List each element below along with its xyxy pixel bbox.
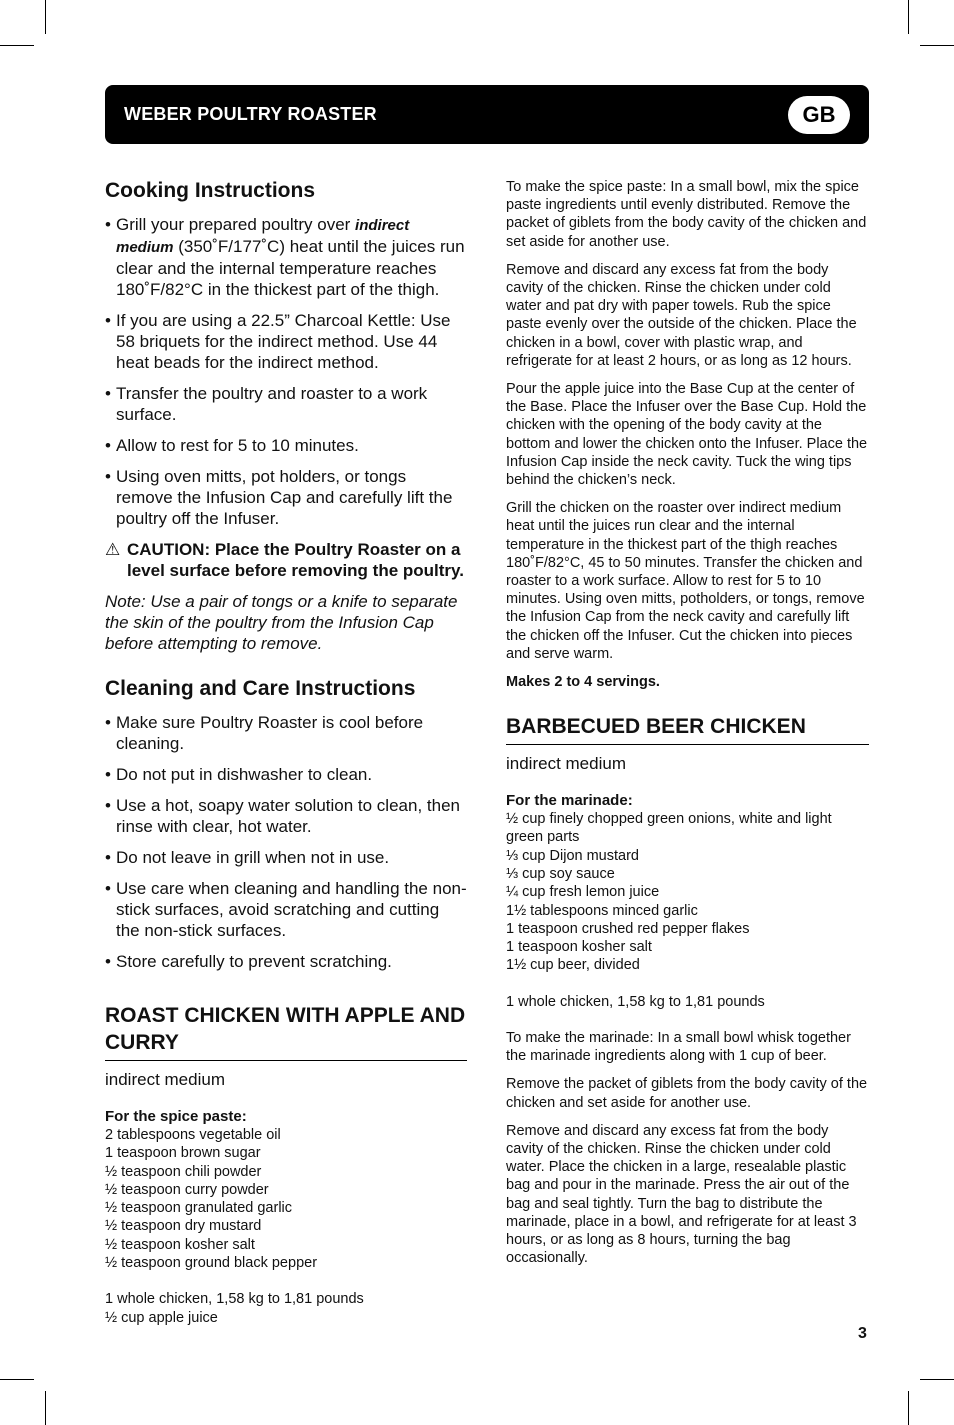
roast-recipe-heading: ROAST CHICKEN WITH APPLE AND CURRY — [105, 1002, 467, 1061]
ingredient: ½ cup finely chopped green onions, white and light green parts — [506, 811, 832, 846]
ingredients-label: For the spice paste: — [105, 1108, 247, 1125]
list-item: • Do not leave in grill when not in use. — [105, 847, 467, 868]
ingredient: 1 whole chicken, 1,58 kg to 1,81 pounds — [105, 1291, 364, 1308]
list-item: • Using oven mitts, pot holders, or tongs remove the Infusion Cap and carefully lift the poultry off the Infuser. — [105, 466, 467, 529]
ingredient: ⅓ cup soy sauce — [506, 865, 615, 882]
list-item: • Transfer the poultry and roaster to a work surface. — [105, 383, 467, 425]
list-item: • Do not put in dishwasher to clean. — [105, 764, 467, 785]
cleaning-heading: Cleaning and Care Instructions — [105, 677, 416, 700]
crop-mark — [45, 0, 46, 34]
ingredient-list — [105, 1126, 467, 1327]
ingredient: ½ cup apple juice — [105, 1309, 218, 1326]
left-column — [105, 178, 467, 1327]
servings-text: Makes 2 to 4 servings. — [506, 674, 660, 691]
recipe-step: Remove and discard any excess fat from the body cavity of the chicken. Rinse the chicken under cold water and pat dry with paper towels. Rub the spice paste evenly over the outside of the chicken. Place the chicken in a bowl, cover with plastic wrap, and refrigerate for at least 2 hours, or as long as 12 hours. — [506, 261, 857, 369]
ingredient: 1 whole chicken, 1,58 kg to 1,81 pounds — [506, 993, 765, 1010]
ingredient-list — [506, 810, 869, 1029]
cleaning-list — [105, 712, 467, 972]
list-item: • Store carefully to prevent scratching. — [105, 951, 467, 972]
page-title: WEBER POULTRY ROASTER — [124, 104, 377, 124]
ingredient: ¼ cup fresh lemon juice — [506, 884, 660, 901]
list-item: • Use a hot, soapy water solution to clean, then rinse with clear, hot water. — [105, 795, 467, 837]
recipe-step: To make the spice paste: In a small bowl, mix the spice paste ingredients until evenly distributed. Remove the packet of giblets from the body cavity of the chicken and set aside for another use. — [506, 179, 867, 250]
ingredient: 1½ tablespoons minced garlic — [506, 902, 698, 919]
crop-mark — [0, 1379, 34, 1380]
ingredient: ⅓ cup Dijon mustard — [506, 847, 639, 864]
crop-mark — [45, 1391, 46, 1425]
cooking-heading: Cooking Instructions — [105, 179, 315, 202]
recipe-method: indirect medium — [506, 754, 626, 774]
recipe-step: Pour the apple juice into the Base Cup at the center of the Base. Place the Infuser over the Base Cup. Hold the chicken with the opening of the body cavity at the bottom and lower the chicken onto the Infuser. Place the Infusion Cap inside the neck cavity. Tuck the wing tips behind the chicken’s neck. — [506, 381, 868, 489]
warning-icon: ⚠ — [105, 540, 121, 559]
ingredient: 2 tablespoons vegetable oil — [105, 1127, 281, 1143]
ingredient: ½ teaspoon kosher salt — [105, 1236, 255, 1253]
ingredient: 1½ cup beer, divided — [506, 957, 640, 974]
ingredient: 1 teaspoon brown sugar — [105, 1145, 261, 1162]
recipe-step: To make the marinade: In a small bowl whisk together the marinade ingredients along with 1 cup of beer. — [506, 1030, 851, 1065]
crop-mark — [0, 45, 34, 46]
list-item: • Allow to rest for 5 to 10 minutes. — [105, 435, 467, 456]
list-item: • Grill your prepared poultry over indirect medium (350˚F/177˚C) heat until the juices run clear and the internal temperature reaches 180˚F/82°C in the thickest part of the thigh. — [105, 214, 467, 300]
list-item: • If you are using a 22.5” Charcoal Kettle: Use 58 briquets for the indirect method. Use 44 heat beads for the indirect method. — [105, 310, 467, 373]
ingredient: 1 teaspoon crushed red pepper flakes — [506, 920, 750, 937]
recipe-method: indirect medium — [105, 1070, 225, 1089]
ingredient: ½ teaspoon granulated garlic — [105, 1200, 293, 1217]
crop-mark — [920, 1379, 954, 1380]
ingredient: ½ teaspoon curry powder — [105, 1181, 269, 1198]
crop-mark — [920, 45, 954, 46]
caution-note: ⚠ CAUTION: Place the Poultry Roaster on a level surface before removing the poultry. — [105, 540, 464, 580]
ingredient: ½ teaspoon chili powder — [105, 1163, 262, 1180]
cooking-list — [105, 214, 467, 529]
crop-mark — [908, 1391, 909, 1425]
ingredients-label: For the marinade: — [506, 792, 633, 810]
list-item: • Make sure Poultry Roaster is cool before cleaning. — [105, 712, 467, 754]
recipe-step: Grill the chicken on the roaster over indirect medium heat until the juices run clear and the internal temperature in the thickest part of the thigh reaches 180˚F/82°C, 45 to 50 minutes. Transfer the chicken and roaster to a work surface. Allow to rest for 5 to 10 minutes. Using oven mitts, potholders, or tongs, remove the Infusion Cap from the neck cavity and carefully lift the chicken off the Infuser. Cut the chicken into pieces and serve warm. — [506, 500, 865, 662]
crop-mark — [908, 0, 909, 34]
header-banner — [105, 85, 869, 144]
beer-recipe-heading: BARBECUED BEER CHICKEN — [506, 713, 869, 745]
ingredient: ½ teaspoon dry mustard — [105, 1218, 262, 1235]
language-badge: GB — [788, 96, 850, 134]
list-item: • Use care when cleaning and handling the non-stick surfaces, avoid scratching and cutting the non-stick surfaces. — [105, 878, 467, 941]
right-column — [506, 178, 869, 1277]
ingredient: 1 teaspoon kosher salt — [506, 939, 652, 956]
recipe-step: Remove and discard any excess fat from the body cavity of the chicken. Rinse the chicken under cold water. Place the chicken in a large, resealable plastic bag and pour in the marinade. Press the air out of the bag and seal tightly. Turn the bag to distribute the marinade, place in a bowl, and refrigerate for at least 3 hours, or as long as 8 hours, turning the bag occasionally. — [506, 1122, 857, 1267]
note-text: Note: Use a pair of tongs or a knife to separate the skin of the poultry from the Infusion Cap before attempting to remove. — [105, 592, 458, 653]
recipe-step: Remove the packet of giblets from the body cavity of the chicken and set aside for another use. — [506, 1076, 868, 1111]
ingredient: ½ teaspoon ground black pepper — [105, 1255, 318, 1272]
page-number: 3 — [858, 1325, 867, 1342]
